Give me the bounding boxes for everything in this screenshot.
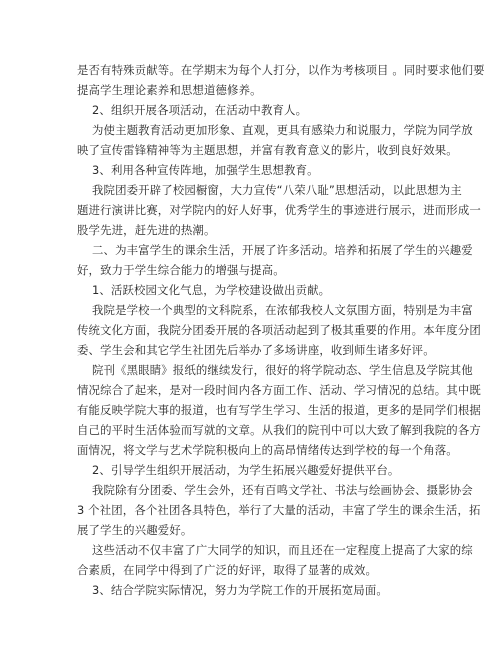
section-heading: 3、结合学院实际情况，努力为学院工作的开展拓宽局面。 <box>92 583 388 597</box>
paragraph-line: 股学先进，赶先进的热潮。 <box>77 223 216 237</box>
paragraph-line: 题进行演讲比赛，对学院内的好人好事，优秀学生的事迹进行展示，进而形成一 <box>77 203 481 217</box>
paragraph-line: 我院是学校一个典型的文科院系，在浓郁我校人文氛围方面，特别是为丰富 <box>92 303 473 317</box>
paragraph-line: 合素质，在同学中得到了广泛的好评，取得了显著的成效。 <box>77 563 378 577</box>
paragraph-line: 情况综合了起来，是对一段时间内各方面工作、活动、学习情况的总结。其中既 <box>77 383 481 397</box>
paragraph-line: 我院除有分团委、学生会外，还有百鸣文学社、书法与绘画协会、摄影协会 <box>92 483 473 497</box>
paragraph-line: 是否有特殊贡献等。在学期末为每个人打分，以作为考核项目 。同时要求他们要 <box>77 63 485 77</box>
paragraph-line: 有能反映学院大事的报道，也有写学生学习、生活的报道，更多的是同学们根据 <box>77 403 481 417</box>
paragraph-line: 院刊《黑眼睛》报纸的继续发行，很好的将学院动态、学生信息及学院其他 <box>92 363 473 377</box>
paragraph-line: 委、学生会和其它学生社团先后举办了多场讲座，收到师生诸多好评。 <box>77 343 435 357</box>
paragraph-line: 面情况，将文学与艺术学院积极向上的高昂情绪传达到学校的每一个角落。 <box>77 443 458 457</box>
paragraph-line: 为使主题教育活动更加形象、直观，更具有感染力和说服力，学院为同学放 <box>92 123 473 137</box>
section-heading: 二、为丰富学生的课余生活，开展了许多活动。培养和拓展了学生的兴趣爱 <box>92 243 473 257</box>
paragraph-line: 我院团委开辟了校园橱窗，大力宣传“八荣八耻”思想活动，以此思想为主 <box>92 183 462 197</box>
paragraph-line: 传统文化方面，我院分团委开展的各项活动起到了极其重要的作用。本年度分团 <box>77 323 481 337</box>
section-heading: 2、引导学生组织开展活动，为学生拓展兴趣爱好提供平台。 <box>92 463 400 477</box>
paragraph-line: 自己的平时生活体验而写就的文章。从我们的院刊中可以大致了解到我院的各方 <box>77 423 481 437</box>
paragraph-line: 展了学生的兴趣爱好。 <box>77 523 193 537</box>
paragraph-line: 这些活动不仅丰富了广大同学的知识，而且还在一定程度上提高了大家的综 <box>92 543 473 557</box>
section-heading: 2、组织开展各项活动，在活动中教育人。 <box>92 103 308 117</box>
paragraph-line: 映了宣传雷锋精神等为主题思想，并富有教育意义的影片，收到良好效果。 <box>77 143 458 157</box>
section-heading: 1、活跃校园文化气息，为学校建设做出贡献。 <box>92 283 331 297</box>
paragraph-line: 好，致力于学生综合能力的增强与提高。 <box>77 263 285 277</box>
section-heading: 3、利用各种宣传阵地，加强学生思想教育。 <box>92 163 319 177</box>
paragraph-line: 3 个社团，各个社团各具特色，举行了大量的活动，丰富了学生的课余生活，拓 <box>77 503 481 517</box>
paragraph-line: 提高学生理论素养和思想道德修养。 <box>77 83 262 97</box>
